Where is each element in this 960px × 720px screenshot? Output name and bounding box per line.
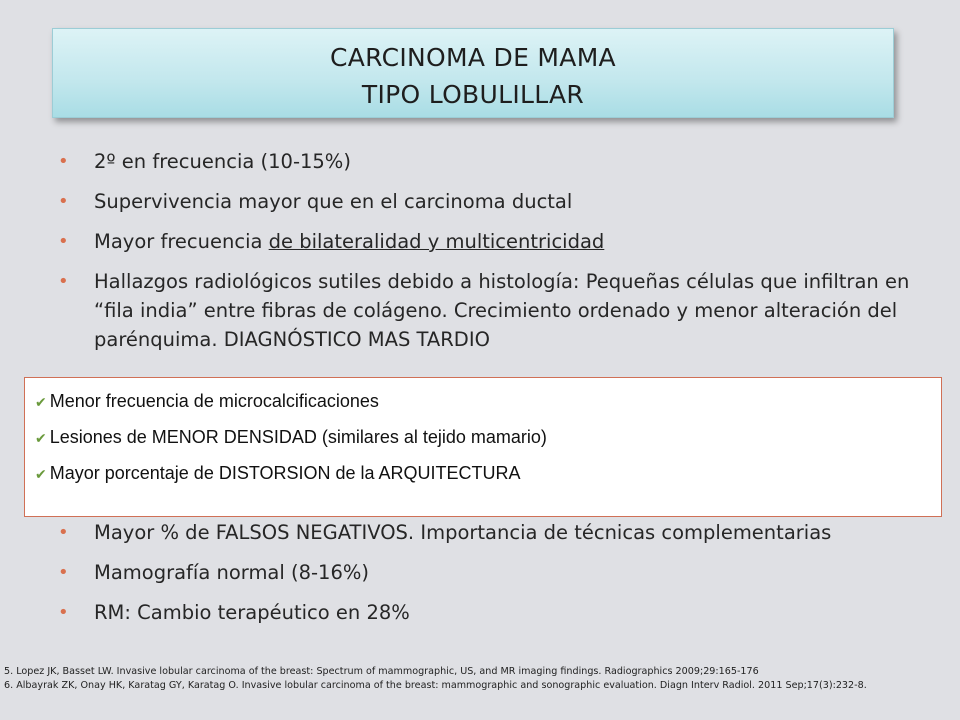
references bbox=[4, 665, 944, 693]
bullet-item-radiologic-findings: • Hallazgos radiológicos sutiles debido a histología: Pequeñas células que infiltran en “fila india” entre fibras de colágeno. Crecimiento ordenado y menor alteración del parénquima. DIAGNÓSTICO MAS TARDIO bbox=[58, 267, 938, 354]
checkmark-icon: ✔ bbox=[35, 430, 47, 446]
findings-item-text: Lesiones de MENOR DENSIDAD (similares al tejido mamario) bbox=[49, 427, 547, 447]
findings-item-distortion bbox=[35, 456, 941, 492]
findings-box bbox=[24, 377, 942, 517]
findings-item-text: Mayor porcentaje de DISTORSION de la ARQUITECTURA bbox=[49, 463, 521, 483]
findings-item-density bbox=[35, 420, 941, 456]
reference-6: 6. Albayrak ZK, Onay HK, Karatag GY, Karatag O. Invasive lobular carcinoma of the breast: mammographic and sonographic evaluation. Diagn Interv Radiol. 2011 Sep;17(3):232-8. bbox=[4, 680, 867, 691]
reference-5: 5. Lopez JK, Basset LW. Invasive lobular carcinoma of the breast: Spectrum of mammographic, US, and MR imaging findings. Radiographics 2009;29:165-176 bbox=[4, 666, 759, 677]
checkmark-icon: ✔ bbox=[35, 394, 47, 410]
bullet-item-frequency: • 2º en frecuencia (10-15%) bbox=[58, 147, 938, 176]
findings-item-microcalcifications bbox=[35, 384, 941, 420]
slide-title-line-2: TIPO LOBULILLAR bbox=[361, 80, 585, 109]
bullet-item-bilaterality bbox=[58, 227, 938, 256]
bullet-item-normal-mammography: • Mamografía normal (8-16%) bbox=[58, 558, 938, 587]
bilaterality-underlined-text: de bilateralidad y multicentricidad bbox=[268, 230, 605, 253]
findings-item-text: Menor frecuencia de microcalcificaciones bbox=[49, 391, 379, 411]
bullet-item-false-negatives: • Mayor % de FALSOS NEGATIVOS. Importancia de técnicas complementarias bbox=[58, 518, 938, 547]
bullet-item-survival: • Supervivencia mayor que en el carcinoma ductal bbox=[58, 187, 938, 216]
bullet-list-bottom bbox=[58, 518, 938, 638]
checkmark-icon: ✔ bbox=[35, 466, 47, 482]
bullet-list-top bbox=[58, 147, 938, 365]
bullet-item-mri: • RM: Cambio terapéutico en 28% bbox=[58, 598, 938, 627]
slide-title-line-1: CARCINOMA DE MAMA bbox=[330, 43, 616, 72]
slide-title-box bbox=[52, 28, 894, 118]
bilaterality-text: Mayor frecuencia bbox=[94, 230, 269, 253]
